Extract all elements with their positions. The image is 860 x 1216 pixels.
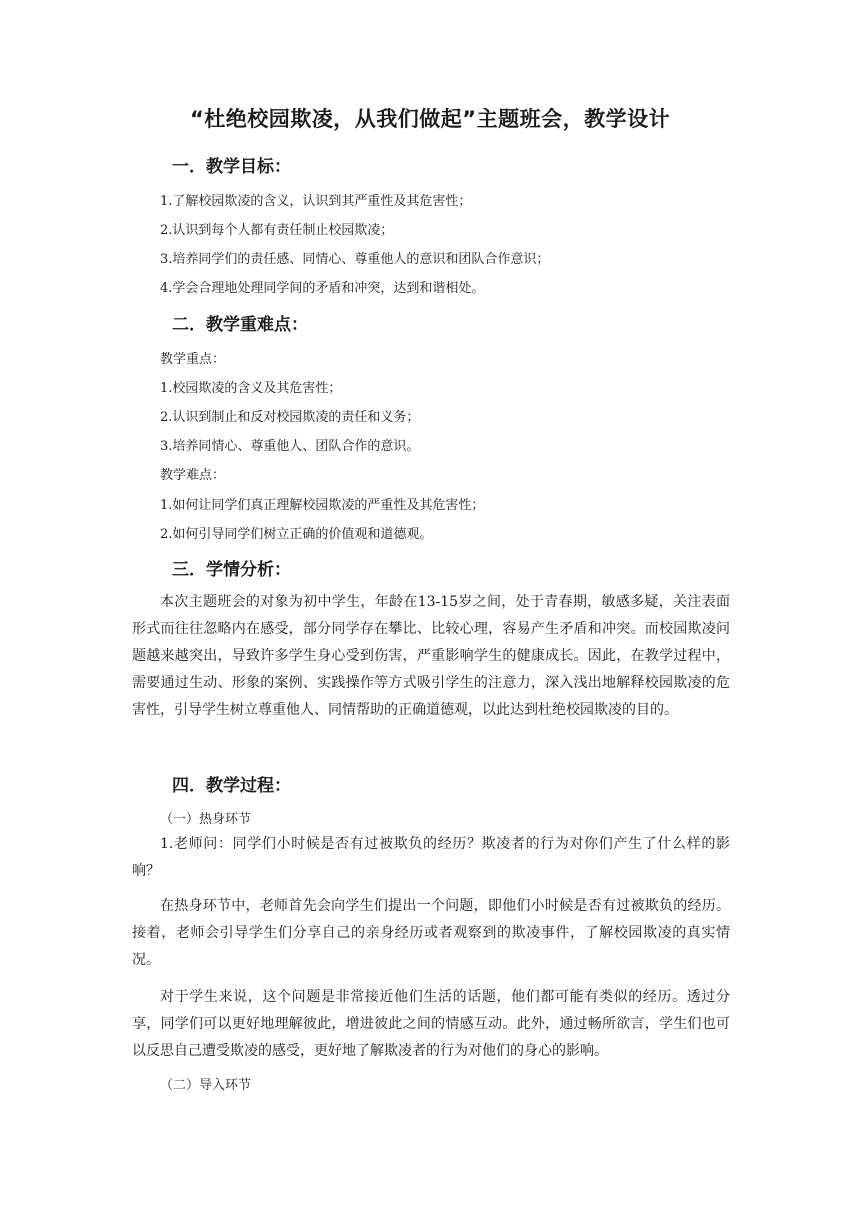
key-point-item: 3.培养同情心、尊重他人、团队合作的意识。: [160, 439, 420, 454]
analysis-paragraph: 本次主题班会的对象为初中学生，年龄在13-15岁之间，处于青春期，敏感多疑，关注表面形式而往往忽略内在感受，部分同学存在攀比、比较心理，容易产生矛盾和冲突。而校园欺凌问题越来越突出，导致许多学生身心受到伤害，严重影响学生的健康成长。因此，在教学过程中，需要通过生动、形象的案例、实践操作等方式吸引学生的注意力，深入浅出地解释校园欺凌的危害性，引导学生树立尊重他人、同情帮助的正确道德观，以此达到杜绝校园欺凌的目的。: [132, 594, 730, 718]
subsection-intro: （二）导入环节: [160, 1078, 252, 1093]
difficult-points-label: 教学难点：: [160, 468, 226, 483]
section-heading-objectives: 一．教学目标：: [172, 157, 291, 177]
objective-item: 3.培养同学们的责任感、同情心、尊重他人的意识和团队合作意识；: [160, 252, 550, 267]
key-point-item: 1.校园欺凌的含义及其危害性；: [160, 381, 342, 396]
subsection-warmup: （一）热身环节: [160, 812, 252, 827]
key-points-label: 教学重点：: [160, 352, 226, 367]
objective-item: 2.认识到每个人都有责任制止校园欺凌；: [160, 223, 394, 238]
section-heading-key-points: 二．教学重难点：: [172, 315, 308, 335]
document-title: “杜绝校园欺凌，从我们做起”主题班会，教学设计: [190, 107, 671, 131]
key-point-item: 2.认识到制止和反对校园欺凌的责任和义务；: [160, 410, 420, 425]
difficult-point-item: 1.如何让同学们真正理解校园欺凌的严重性及其危害性；: [160, 498, 485, 513]
objective-item: 4.学会合理地处理同学间的矛盾和冲突，达到和谐相处。: [160, 281, 485, 296]
objective-item: 1.了解校园欺凌的含义，认识到其严重性及其危害性；: [160, 194, 472, 209]
warmup-paragraph: 在热身环节中，老师首先会向学生们提出一个问题，即他们小时候是否有过被欺负的经历。接着，老师会引导学生们分享自己的亲身经历或者观察到的欺凌事件，了解校园欺凌的真实情况。: [132, 898, 730, 968]
warmup-paragraph: 对于学生来说，这个问题是非常接近他们生活的话题，他们都可能有类似的经历。透过分享，同学们可以更好地理解彼此，增进彼此之间的情感互动。此外，通过畅所欲言，学生们也可以反思自己遭受欺凌的感受，更好地了解欺凌者的行为对他们的身心的影响。: [132, 989, 730, 1059]
warmup-question: 1.老师问：同学们小时候是否有过被欺负的经历？欺凌者的行为对你们产生了什么样的影响？: [132, 836, 730, 879]
section-heading-process: 四．教学过程：: [172, 776, 291, 796]
section-heading-analysis: 三．学情分析：: [172, 560, 291, 580]
difficult-point-item: 2.如何引导同学们树立正确的价值观和道德观。: [160, 527, 433, 542]
